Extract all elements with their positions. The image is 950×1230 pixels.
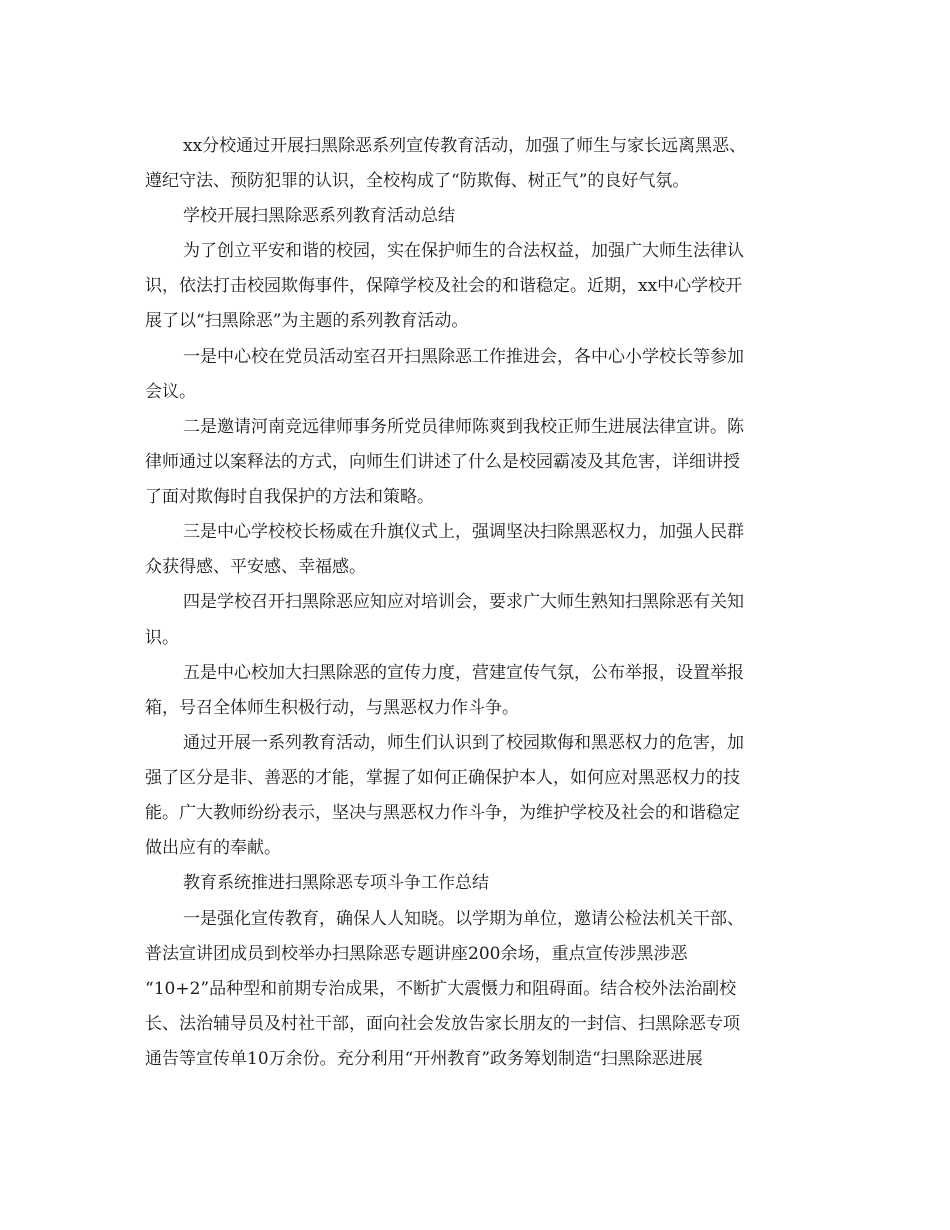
text-line: 四是学校召开扫黑除恶应知应对培训会，要求广大师生熟知扫黑除恶有关知 — [183, 592, 744, 612]
text-line: 识。 — [145, 628, 179, 648]
text-line: 箱，号召全体师生积极行动，与黑恶权力作斗争。 — [145, 698, 519, 718]
text-line: 遵纪守法、预防犯罪的认识，全校构成了“防欺侮、树正气”的良好气氛。 — [145, 171, 690, 191]
text-line: 能。广大教师纷纷表示，坚决与黑恶权力作斗争，为维护学校及社会的和谐稳定 — [145, 803, 740, 823]
text-line: 强了区分是非、善恶的才能，掌握了如何正确保护本人，如何应对黑恶权力的技 — [145, 768, 740, 788]
text-line: “10+2”品种型和前期专治成果，不断扩大震慑力和阻碍面。结合校外法治副校 — [145, 979, 737, 999]
text-line: 一是强化宣传教育，确保人人知晓。以学期为单位，邀请公检法机关干部、 — [183, 909, 744, 929]
text-line: 众获得感、平安感、幸福感。 — [145, 557, 366, 577]
text-line: 了面对欺侮时自我保护的方法和策略。 — [145, 487, 434, 507]
text-line: 做出应有的奉献。 — [145, 838, 281, 858]
text-line: 展了以“扫黑除恶”为主题的系列教育活动。 — [145, 311, 469, 331]
text-line: 会议。 — [145, 382, 196, 402]
text-line: 通过开展一系列教育活动，师生们认识到了校园欺侮和黑恶权力的危害，加 — [183, 733, 744, 753]
text-line: 二是邀请河南竞远律师事务所党员律师陈爽到我校正师生进展法律宣讲。陈 — [183, 417, 744, 437]
text-line: 为了创立平安和谐的校园，实在保护师生的合法权益，加强广大师生法律认 — [183, 241, 744, 261]
text-line: 五是中心校加大扫黑除恶的宣传力度，营建宣传气氛，公布举报，设置举报 — [183, 663, 744, 683]
text-line: xx分校通过开展扫黑除恶系列宣传教育活动，加强了师生与家长远离黑恶、 — [183, 136, 747, 156]
text-line: 律师通过以案释法的方式，向师生们讲述了什么是校园霸凌及其危害，详细讲授 — [145, 452, 740, 472]
text-line: 普法宣讲团成员到校举办扫黑除恶专题讲座200余场，重点宣传涉黑涉恶 — [145, 944, 688, 964]
text-line: 识，依法打击校园欺侮事件，保障学校及社会的和谐稳定。近期，xx中心学校开 — [145, 276, 743, 296]
text-line: 通告等宣传单10万余份。充分利用“开州教育”政务筹划制造“扫黑除恶进展 — [145, 1049, 703, 1069]
text-line: 长、法治辅导员及村社干部，面向社会发放告家长朋友的一封信、扫黑除恶专项 — [145, 1014, 740, 1034]
text-line: 三是中心学校校长杨威在升旗仪式上，强调坚决扫除黑恶权力，加强人民群 — [183, 522, 744, 542]
section-heading: 学校开展扫黑除恶系列教育活动总结 — [183, 206, 455, 226]
text-line: 一是中心校在党员活动室召开扫黑除恶工作推进会，各中心小学校长等参加 — [183, 347, 744, 367]
section-heading: 教育系统推进扫黑除恶专项斗争工作总结 — [183, 873, 489, 893]
